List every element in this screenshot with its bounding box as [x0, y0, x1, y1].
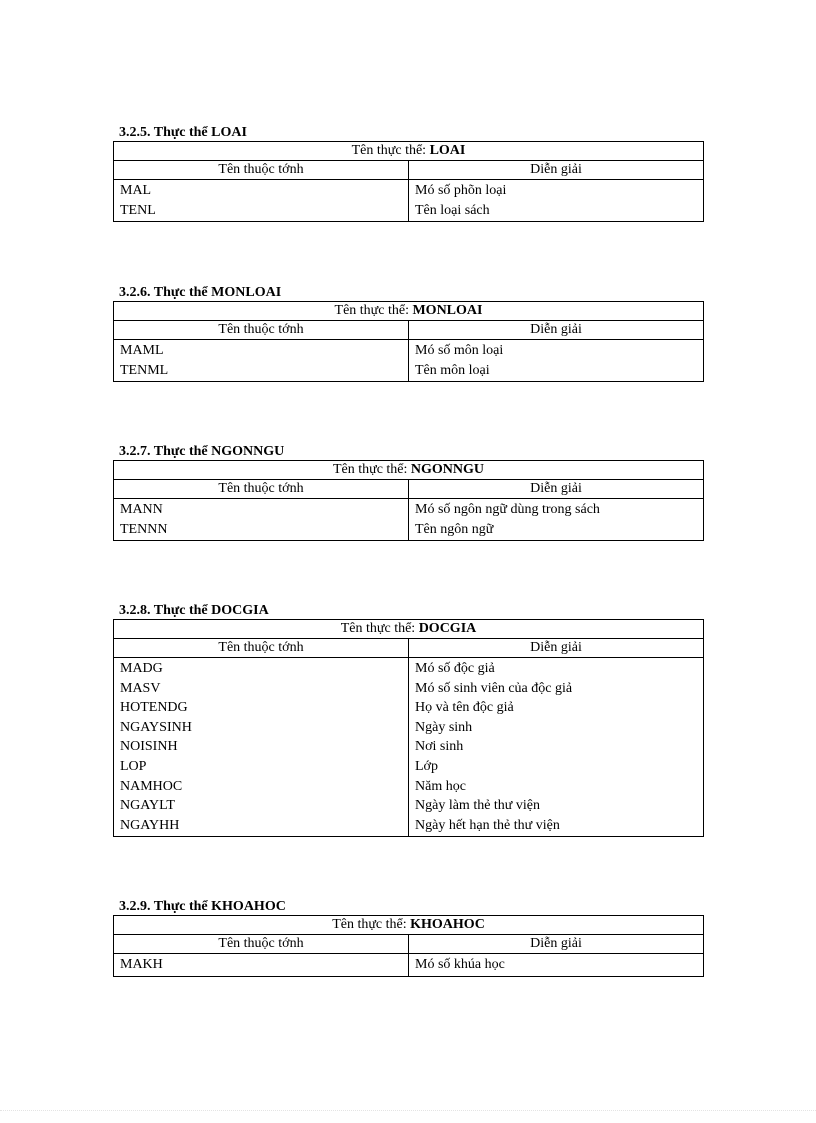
attribute-description: Mó số ngôn ngữ dùng trong sách [415, 502, 600, 517]
entity-name: DOCGIA [418, 621, 477, 636]
attribute-name: NGAYSINH [120, 719, 192, 735]
entity-name: NGONNGU [410, 462, 485, 477]
attribute-description: Mó số phõn loại [415, 183, 507, 198]
attribute-description: Năm học [415, 778, 466, 794]
description-column [409, 499, 704, 541]
section-loai [113, 124, 704, 222]
attribute-description: Mó số độc giả [415, 661, 495, 676]
attribute-description: Nơi sinh [415, 739, 464, 755]
attribute-name: MANN [120, 502, 163, 517]
section-docgia [113, 602, 704, 837]
description-header: Diễn giải [409, 321, 704, 340]
attribute-description: Tên môn loại [415, 362, 490, 378]
attribute-name: TENNN [120, 521, 168, 537]
attribute-name: NGAYLT [120, 798, 175, 814]
section-khoahoc [113, 898, 704, 977]
attribute-name: NOISINH [120, 739, 178, 755]
entity-table [113, 460, 704, 541]
attribute-description: Tên loại sách [415, 202, 490, 218]
attribute-description: Mó số khúa học [415, 957, 505, 972]
attribute-description: Họ và tên độc giả [415, 700, 514, 716]
entity-title-cell [114, 620, 704, 639]
entity-title-cell [114, 302, 704, 321]
description-column [409, 340, 704, 382]
attribute-description: Mó số sinh viên của độc giả [415, 680, 573, 696]
entity-label: Tên thực thể: [351, 143, 427, 158]
entity-table [113, 619, 704, 837]
attribute-header: Tên thuộc tớnh [114, 161, 409, 180]
entity-table [113, 915, 704, 977]
description-header: Diễn giải [409, 480, 704, 499]
description-header: Diễn giải [409, 935, 704, 954]
entity-label: Tên thực thể: [340, 621, 416, 636]
description-column [409, 954, 704, 977]
attribute-name: HOTENDG [120, 700, 188, 716]
attribute-name: MAL [120, 183, 152, 198]
attribute-name: TENML [120, 362, 169, 378]
entity-name: LOAI [429, 143, 466, 158]
attribute-header: Tên thuộc tớnh [114, 639, 409, 658]
attribute-name: MAKH [120, 957, 163, 972]
attribute-name: NGAYHH [120, 817, 180, 833]
attribute-header: Tên thuộc tớnh [114, 321, 409, 340]
attribute-column [114, 499, 409, 541]
attribute-description: Lớp [415, 758, 438, 774]
section-heading: 3.2.6. Thực thể MONLOAI [119, 285, 282, 300]
attribute-header: Tên thuộc tớnh [114, 480, 409, 499]
entity-name: MONLOAI [412, 303, 483, 318]
section-ngonngu [113, 443, 704, 541]
entity-name: KHOAHOC [410, 917, 485, 932]
attribute-name: MADG [120, 661, 163, 676]
section-heading: 3.2.9. Thực thể KHOAHOC [119, 899, 286, 914]
attribute-header: Tên thuộc tớnh [114, 935, 409, 954]
entity-table [113, 141, 704, 222]
entity-label: Tên thực thể: [332, 462, 408, 477]
entity-title-cell [114, 461, 704, 480]
attribute-name: MAML [120, 343, 164, 358]
attribute-name: MASV [120, 680, 161, 696]
attribute-column [114, 658, 409, 837]
section-heading: 3.2.5. Thực thể LOAI [119, 125, 247, 140]
attribute-column [114, 180, 409, 222]
description-column [409, 180, 704, 222]
description-header: Diễn giải [409, 639, 704, 658]
attribute-name: TENL [120, 202, 156, 218]
page-bottom-rule [0, 1110, 816, 1111]
entity-label: Tên thực thể: [332, 917, 407, 932]
attribute-description: Mó số môn loại [415, 343, 504, 358]
attribute-description: Tên ngôn ngữ [415, 521, 494, 537]
attribute-name: LOP [120, 758, 147, 774]
attribute-column [114, 340, 409, 382]
section-heading: 3.2.8. Thực thể DOCGIA [119, 603, 269, 618]
attribute-column [114, 954, 409, 977]
section-heading: 3.2.7. Thực thể NGONNGU [119, 444, 285, 459]
section-monloai [113, 284, 704, 382]
entity-title-cell [114, 142, 704, 161]
entity-table [113, 301, 704, 382]
entity-title-cell [114, 916, 704, 935]
attribute-description: Ngày sinh [415, 719, 473, 735]
attribute-description: Ngày làm thẻ thư viện [415, 798, 541, 814]
description-column [409, 658, 704, 837]
entity-label: Tên thực thể: [334, 303, 409, 318]
attribute-description: Ngày hết hạn thẻ thư viện [415, 817, 560, 833]
attribute-name: NAMHOC [120, 778, 183, 794]
description-header: Diễn giải [409, 161, 704, 180]
